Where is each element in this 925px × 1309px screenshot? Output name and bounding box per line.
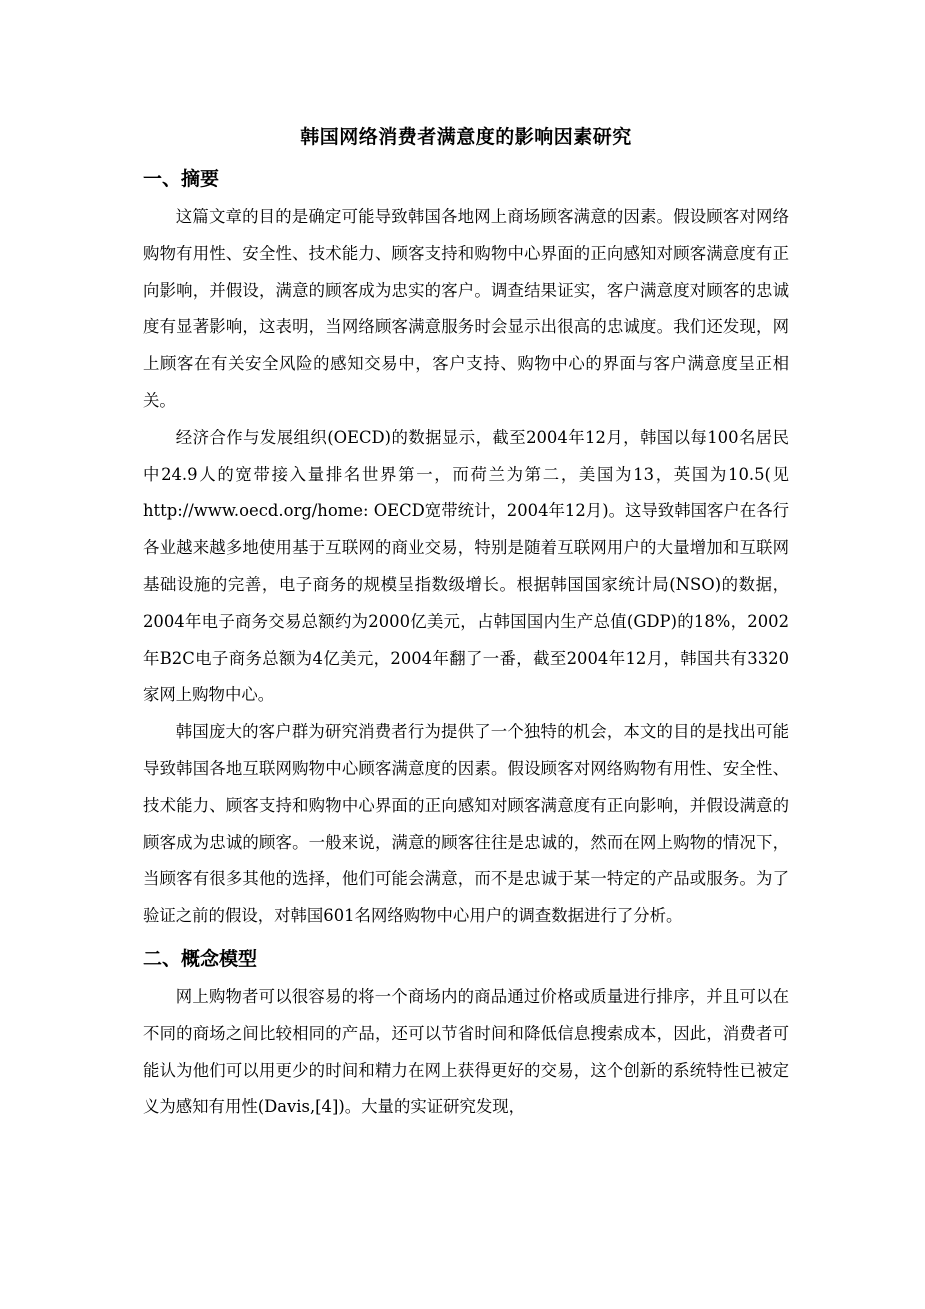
section-heading-conceptual-model: 二、概念模型: [143, 947, 258, 970]
section-heading-abstract: 一、摘要: [143, 168, 220, 190]
abstract-paragraph-3: 韩国庞大的客户群为研究消费者行为提供了一个独特的机会，本文的目的是找出可能导致韩国各地互联网购物中心顾客满意度的因素。假设顾客对网络购物有用性、安全性、技术能力、顾客支持和购物中心界面的正向感知对顾客满意度有正向影响，并假设满意的顾客成为忠诚的顾客。一般来说，满意的顾客往往是忠诚的，然而在网上购物的情况下，当顾客有很多其他的选择，他们可能会满意，而不是忠诚于某一特定的产品或服务。为了验证之前的假设，对韩国601名网络购物中心用户的调查数据进行了分析。: [143, 722, 789, 926]
document-body: [143, 123, 789, 1126]
conceptual-model-paragraph-1: 网上购物者可以很容易的将一个商场内的商品通过价格或质量进行排序，并且可以在不同的商场之间比较相同的产品，还可以节省时间和降低信息搜索成本，因此，消费者可能认为他们可以用更少的时间和精力在网上获得更好的交易，这个创新的系统特性已被定义为感知有用性(Davis,[4])。大量的实证研究发现，: [143, 986, 789, 1117]
abstract-paragraph-2: 经济合作与发展组织(OECD)的数据显示，截至2004年12月，韩国以每100名居民中24.9人的宽带接入量排名世界第一，而荷兰为第二，美国为13，英国为10.5(见http://www.oecd.org/home: OECD宽带统计，2004年12月)。这导致韩国客户在各行各业越来越多地使用基于互联网的商业交易，特别是随着互联网用户的大量增加和互联网基础设施的完善，电子商务的规模呈指数级增长。根据韩国国家统计局(NSO)的数据，2004年电子商务交易总额约为2000亿美元，占韩国国内生产总值(GDP)的18%，2002年B2C电子商务总额为4亿美元，2004年翻了一番，截至2004年12月，韩国共有3320家网上购物中心。: [143, 427, 789, 705]
abstract-paragraph-1: 这篇文章的目的是确定可能导致韩国各地网上商场顾客满意的因素。假设顾客对网络购物有用性、安全性、技术能力、顾客支持和购物中心界面的正向感知对顾客满意度有正向影响，并假设，满意的顾客成为忠实的客户。调查结果证实，客户满意度对顾客的忠诚度有显著影响，这表明，当网络顾客满意服务时会显示出很高的忠诚度。我们还发现，网上顾客在有关安全风险的感知交易中，客户支持、购物中心的界面与客户满意度呈正相关。: [143, 207, 789, 410]
document-title: 韩国网络消费者满意度的影响因素研究: [300, 126, 632, 148]
